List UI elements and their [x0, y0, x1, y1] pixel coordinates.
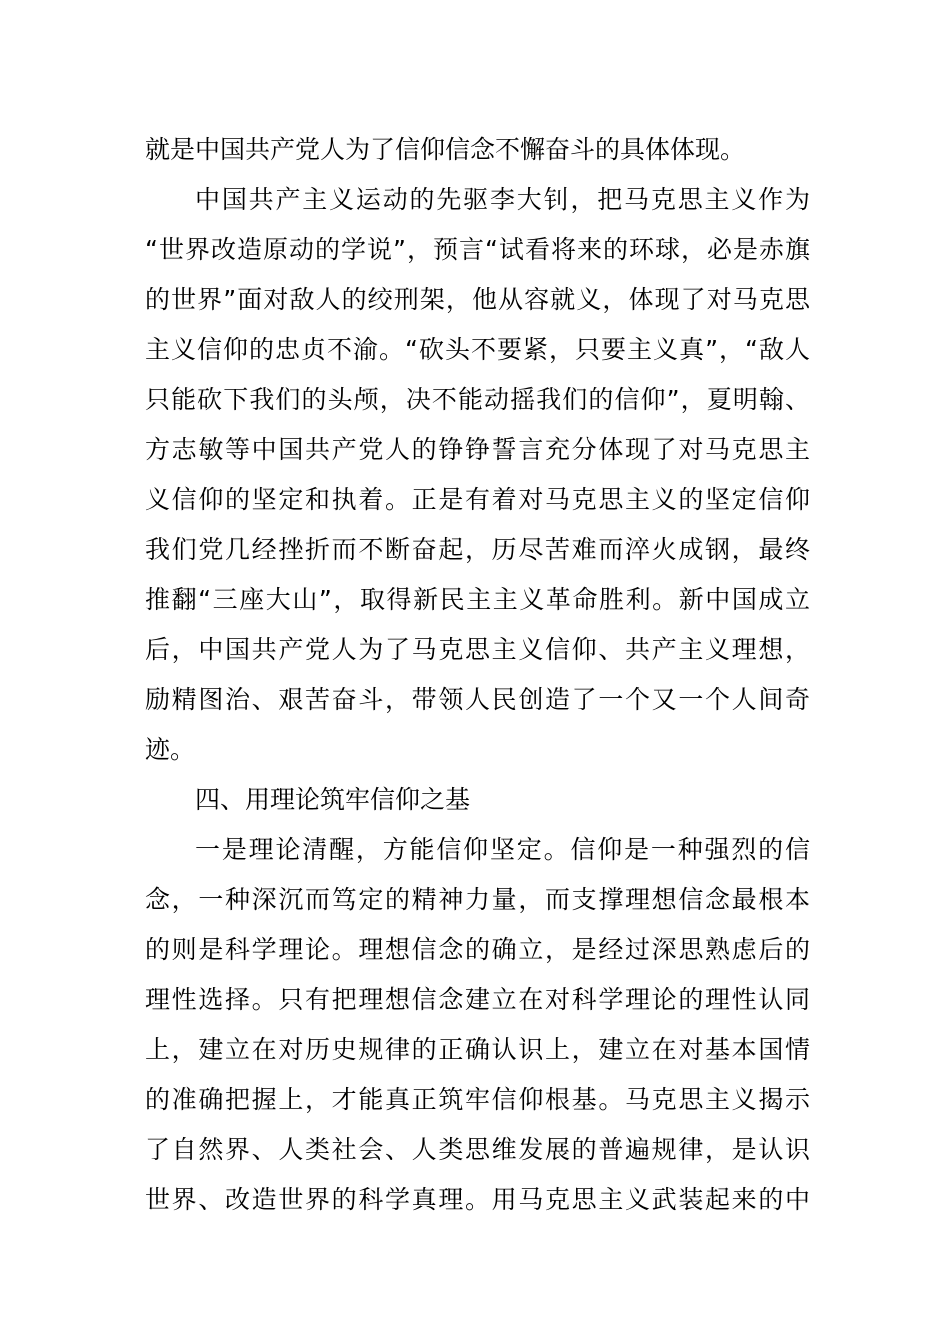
text-line: 我们党几经挫折而不断奋起，历尽苦难而淬火成钢，最终 [145, 535, 810, 564]
text-line: 主义信仰的忠贞不渝。“砍头不要紧，只要主义真”，“敌人 [145, 335, 810, 364]
text-line: 一是理论清醒，方能信仰坚定。信仰是一种强烈的信 [195, 835, 810, 864]
text-line: 了自然界、人类社会、人类思维发展的普遍规律，是认识 [145, 1135, 810, 1164]
text-line: 的世界”面对敌人的绞刑架，他从容就义，体现了对马克思 [145, 285, 810, 314]
text-line: 义信仰的坚定和执着。正是有着对马克思主义的坚定信仰 [145, 485, 810, 514]
text-line: 方志敏等中国共产党人的铮铮誓言充分体现了对马克思主 [145, 435, 810, 464]
text-line: 后，中国共产党人为了马克思主义信仰、共产主义理想， [145, 635, 810, 664]
text-line: 只能砍下我们的头颅，决不能动摇我们的信仰”，夏明翰、 [145, 385, 810, 414]
text-line: 理性选择。只有把理想信念建立在对科学理论的理性认同 [145, 985, 810, 1014]
text-line: 念，一种深沉而笃定的精神力量，而支撑理想信念最根本 [145, 885, 810, 914]
text-line: 的准确把握上，才能真正筑牢信仰根基。马克思主义揭示 [145, 1085, 810, 1114]
text-line: 的则是科学理论。理想信念的确立，是经过深思熟虑后的 [145, 935, 810, 964]
text-line: 中国共产主义运动的先驱李大钊，把马克思主义作为 [195, 185, 810, 214]
text-line: 就是中国共产党人为了信仰信念不懈奋斗的具体体现。 [145, 135, 746, 164]
section-heading: 四、用理论筑牢信仰之基 [195, 785, 471, 814]
text-line: 励精图治、艰苦奋斗，带领人民创造了一个又一个人间奇 [145, 685, 810, 714]
text-line: 世界、改造世界的科学真理。用马克思主义武装起来的中 [145, 1185, 810, 1214]
body-text [145, 125, 810, 1225]
text-line: 上，建立在对历史规律的正确认识上，建立在对基本国情 [145, 1035, 810, 1064]
text-line: 迹。 [145, 735, 196, 764]
text-line: “世界改造原动的学说”，预言“试看将来的环球，必是赤旗 [145, 235, 810, 264]
text-line: 推翻“三座大山”，取得新民主主义革命胜利。新中国成立 [145, 585, 810, 614]
